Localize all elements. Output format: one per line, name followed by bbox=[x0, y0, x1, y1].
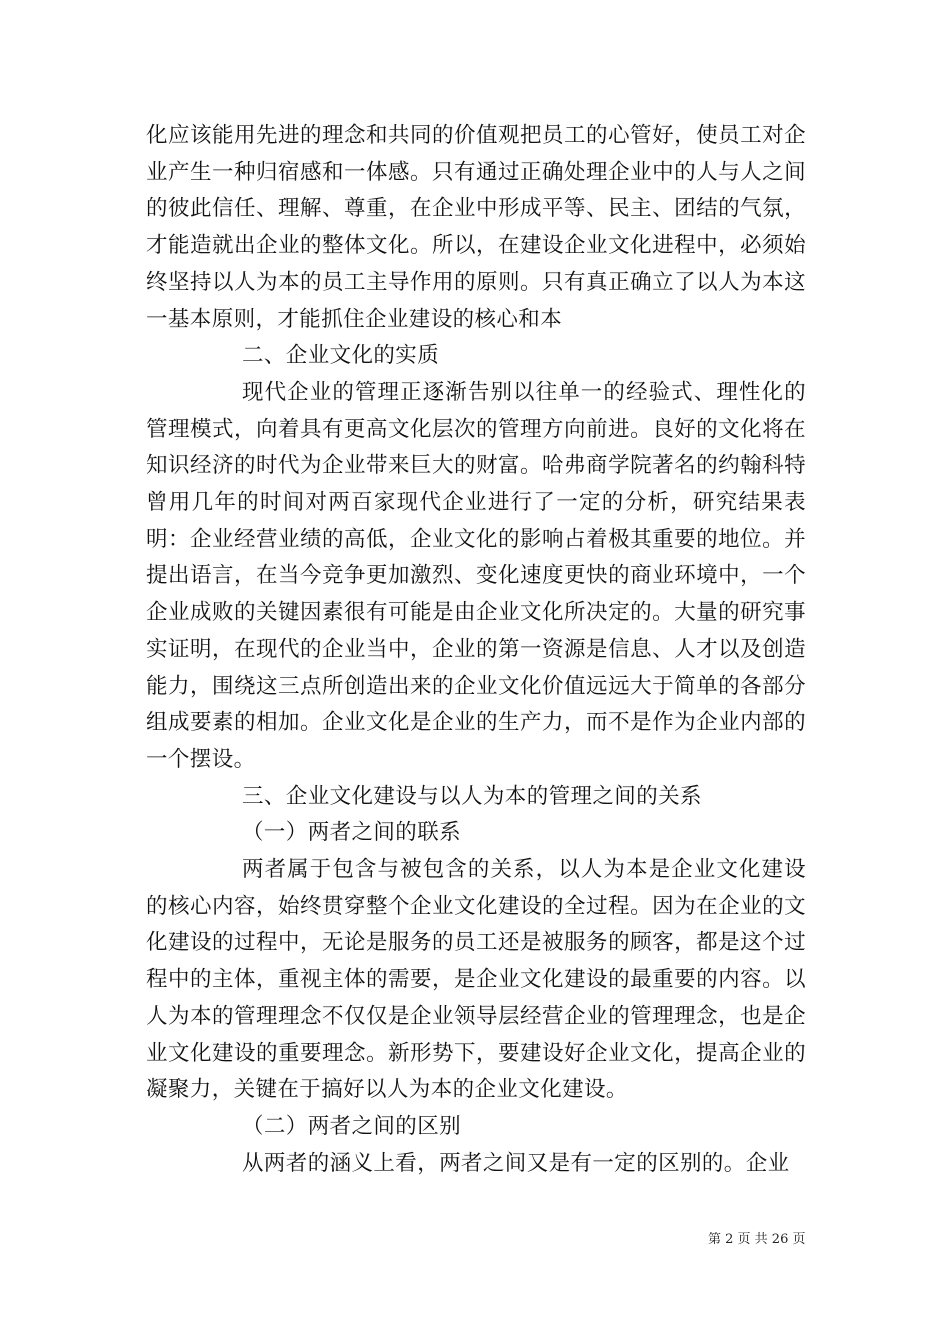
paragraph-essence: 现代企业的管理正逐渐告别以往单一的经验式、理性化的管理模式，向着具有更高文化层次的管理方向前进。良好的文化将在知识经济的时代为企业带来巨大的财富。哈弗商学院著名的约翰科特曾用几年的时间对两百家现代企业进行了一定的分析，研究结果表明：企业经营业绩的高低，企业文化的影响占着极其重要的地位。并提出语言，在当今竞争更加激烈、变化速度更快的商业环境中，一个企业成败的关键因素很有可能是由企业文化所决定的。大量的研究事实证明，在现代的企业当中，企业的第一资源是信息、人才以及创造能力，围绕这三点所创造出来的企业文化价值远远大于简单的各部分组成要素的相加。企业文化是企业的生产力，而不是作为企业内部的一个摆设。 bbox=[146, 379, 806, 772]
body-text bbox=[146, 118, 806, 1182]
section-heading-3: 三、企业文化建设与以人为本的管理之间的关系 bbox=[242, 783, 702, 809]
paragraph-continuation: 化应该能用先进的理念和共同的价值观把员工的心管好，使员工对企业产生一种归宿感和一体感。只有通过正确处理企业中的人与人之间的彼此信任、理解、尊重，在企业中形成平等、民主、团结的气氛，才能造就出企业的整体文化。所以，在建设企业文化进程中，必须始终坚持以人为本的员工主导作用的原则。只有真正确立了以人为本这一基本原则，才能抓住企业建设的核心和本 bbox=[146, 123, 806, 332]
page-number-footer: 第 2 页 共 26 页 bbox=[708, 1232, 806, 1247]
subsection-heading-2: （二）两者之间的区别 bbox=[242, 1113, 462, 1139]
subsection-heading-1: （一）两者之间的联系 bbox=[242, 820, 462, 846]
section-heading-2: 二、企业文化的实质 bbox=[242, 343, 440, 369]
paragraph-difference: 从两者的涵义上看，两者之间又是有一定的区别的。企业 bbox=[242, 1150, 790, 1176]
paragraph-connection: 两者属于包含与被包含的关系，以人为本是企业文化建设的核心内容，始终贯穿整个企业文化建设的全过程。因为在企业的文化建设的过程中，无论是服务的员工还是被服务的顾客，都是这个过程中的主体，重视主体的需要，是企业文化建设的最重要的内容。以人为本的管理理念不仅仅是企业领导层经营企业的管理理念，也是企业文化建设的重要理念。新形势下，要建设好企业文化，提高企业的凝聚力，关键在于搞好以人为本的企业文化建设。 bbox=[146, 857, 806, 1103]
